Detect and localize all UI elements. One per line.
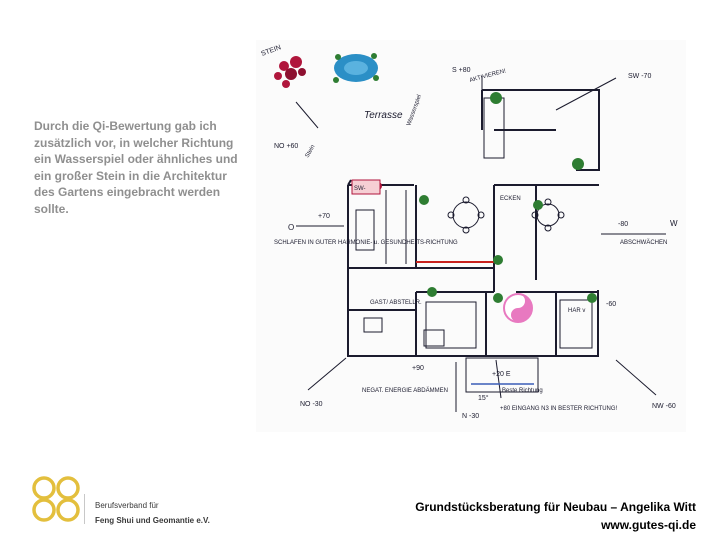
- eingang-label: +80 EINGANG N3 IN BESTER RICHTUNG!: [500, 406, 618, 412]
- w-label: W: [670, 219, 678, 228]
- plus90-label: +90: [412, 365, 424, 372]
- association-line1: Berufsverband für: [95, 501, 159, 510]
- abschwaechen-label: ABSCHWÄCHEN: [620, 240, 668, 246]
- footer: [415, 498, 696, 534]
- logo-divider: [84, 494, 85, 524]
- aktivieren-label: AKTIVIEREN!: [468, 68, 507, 84]
- ecken-label: ECKEN: [500, 196, 521, 202]
- degree-label: 15°: [478, 395, 489, 402]
- sw-room-label: SW-: [354, 186, 366, 192]
- floor-plan-sketch: [256, 40, 686, 432]
- schlafen-note: SCHLAFEN IN GUTER HARMONIE- u. GESUNDHEITS-RICHTUNG: [274, 240, 458, 246]
- nw-minus60-label: NW -60: [652, 403, 676, 410]
- water-direction-note: Wasserspiel: [406, 94, 423, 127]
- n-minus30-label: N -30: [462, 413, 480, 420]
- terrasse-label: Terrasse: [364, 110, 403, 121]
- no-plus60-label: NO +60: [274, 143, 299, 150]
- beste-richtung-label: Beste Richtung: [502, 388, 543, 394]
- minus80-label: -80: [618, 221, 629, 228]
- water-feature: [333, 53, 379, 83]
- stone-direction-note: Stein: [304, 144, 317, 159]
- footer-url[interactable]: www.gutes-qi.de: [601, 518, 696, 532]
- association-logo: [30, 474, 84, 524]
- floor-plan-drawing: [256, 40, 686, 432]
- sw-minus70-label: SW -70: [628, 73, 652, 80]
- stein-label: STEIN: [260, 44, 283, 58]
- intro-text: Durch die Qi-Bewertung gab ich zusätzlich vor, in welcher Richtung ein Wasserspiel oder ähnliches und ein großer Stein in die Architektur des Gartens eingebracht werden sollte.: [34, 119, 238, 216]
- no-minus30-label: NO -30: [300, 401, 323, 408]
- stone-cluster: [274, 56, 306, 88]
- footer-title: Grundstücksberatung für Neubau – Angelika Witt: [415, 500, 696, 514]
- plus70-label: +70: [318, 213, 330, 220]
- gast-label: GAST/ ABSTELLR.: [370, 300, 422, 306]
- negat-label: NEGAT. ENERGIE ABDÄMMEN: [362, 388, 448, 394]
- association-line2: Feng Shui und Geomantie e.V.: [95, 516, 210, 525]
- o-label: O: [288, 223, 295, 232]
- minus60-label: -60: [606, 301, 617, 308]
- har-label: HAR v: [568, 308, 586, 314]
- yinyang-symbol: [504, 294, 532, 322]
- association-name: [95, 498, 210, 528]
- e-plus20-label: +20 E: [492, 371, 511, 378]
- s-plus80-label: S +80: [452, 67, 471, 74]
